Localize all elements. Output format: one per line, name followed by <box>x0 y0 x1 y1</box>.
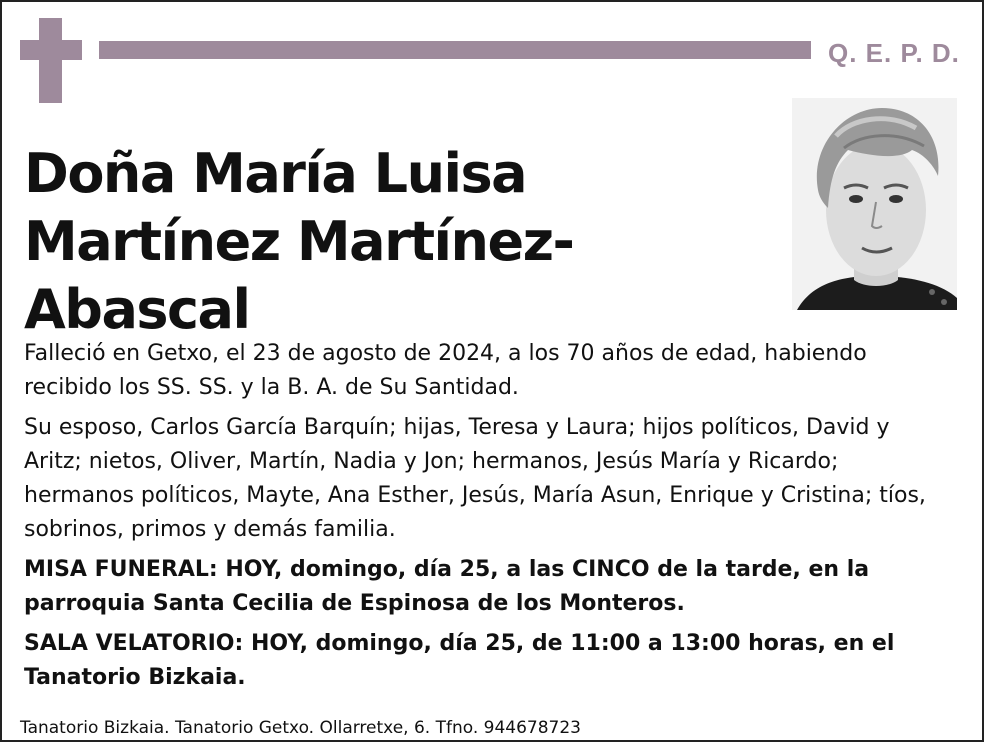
portrait-image <box>792 98 957 310</box>
cross-horizontal-bar <box>20 40 82 60</box>
death-announcement: Falleció en Getxo, el 23 de agosto de 2024, a los 70 años de edad, habiendo recibido los SS. SS. y la B. A. de Su Santidad. <box>24 341 867 400</box>
cross-vertical-bar <box>39 18 62 103</box>
name-line-2: Martínez Martínez-Abascal <box>24 210 574 341</box>
funeral-home-footer: Tanatorio Bizkaia. Tanatorio Getxo. Ollarretxe, 6. Tfno. 944678723 <box>20 718 581 738</box>
notice-body <box>24 337 944 701</box>
name-line-1: Doña María Luisa <box>24 142 527 205</box>
wake-room-info: SALA VELATORIO: HOY, domingo, día 25, de 11:00 a 13:00 horas, en el Tanatorio Bizkaia. <box>24 631 895 690</box>
qepd-label: Q. E. P. D. <box>828 38 960 68</box>
header-rule <box>99 41 811 59</box>
deceased-name <box>24 140 784 344</box>
funeral-mass-info: MISA FUNERAL: HOY, domingo, día 25, a las CINCO de la tarde, en la parroquia Santa Cecilia de Espinosa de los Monteros. <box>24 557 870 616</box>
family-list: Su esposo, Carlos García Barquín; hijas, Teresa y Laura; hijos políticos, David y Aritz; nietos, Oliver, Martín, Nadia y Jon; hermanos, Jesús María y Ricardo; hermanos políticos, Mayte, Ana Esther, Jesús, María Asun, Enrique y Cristina; tíos, sobrinos, primos y demás familia. <box>24 415 926 542</box>
portrait-photo <box>792 98 957 310</box>
